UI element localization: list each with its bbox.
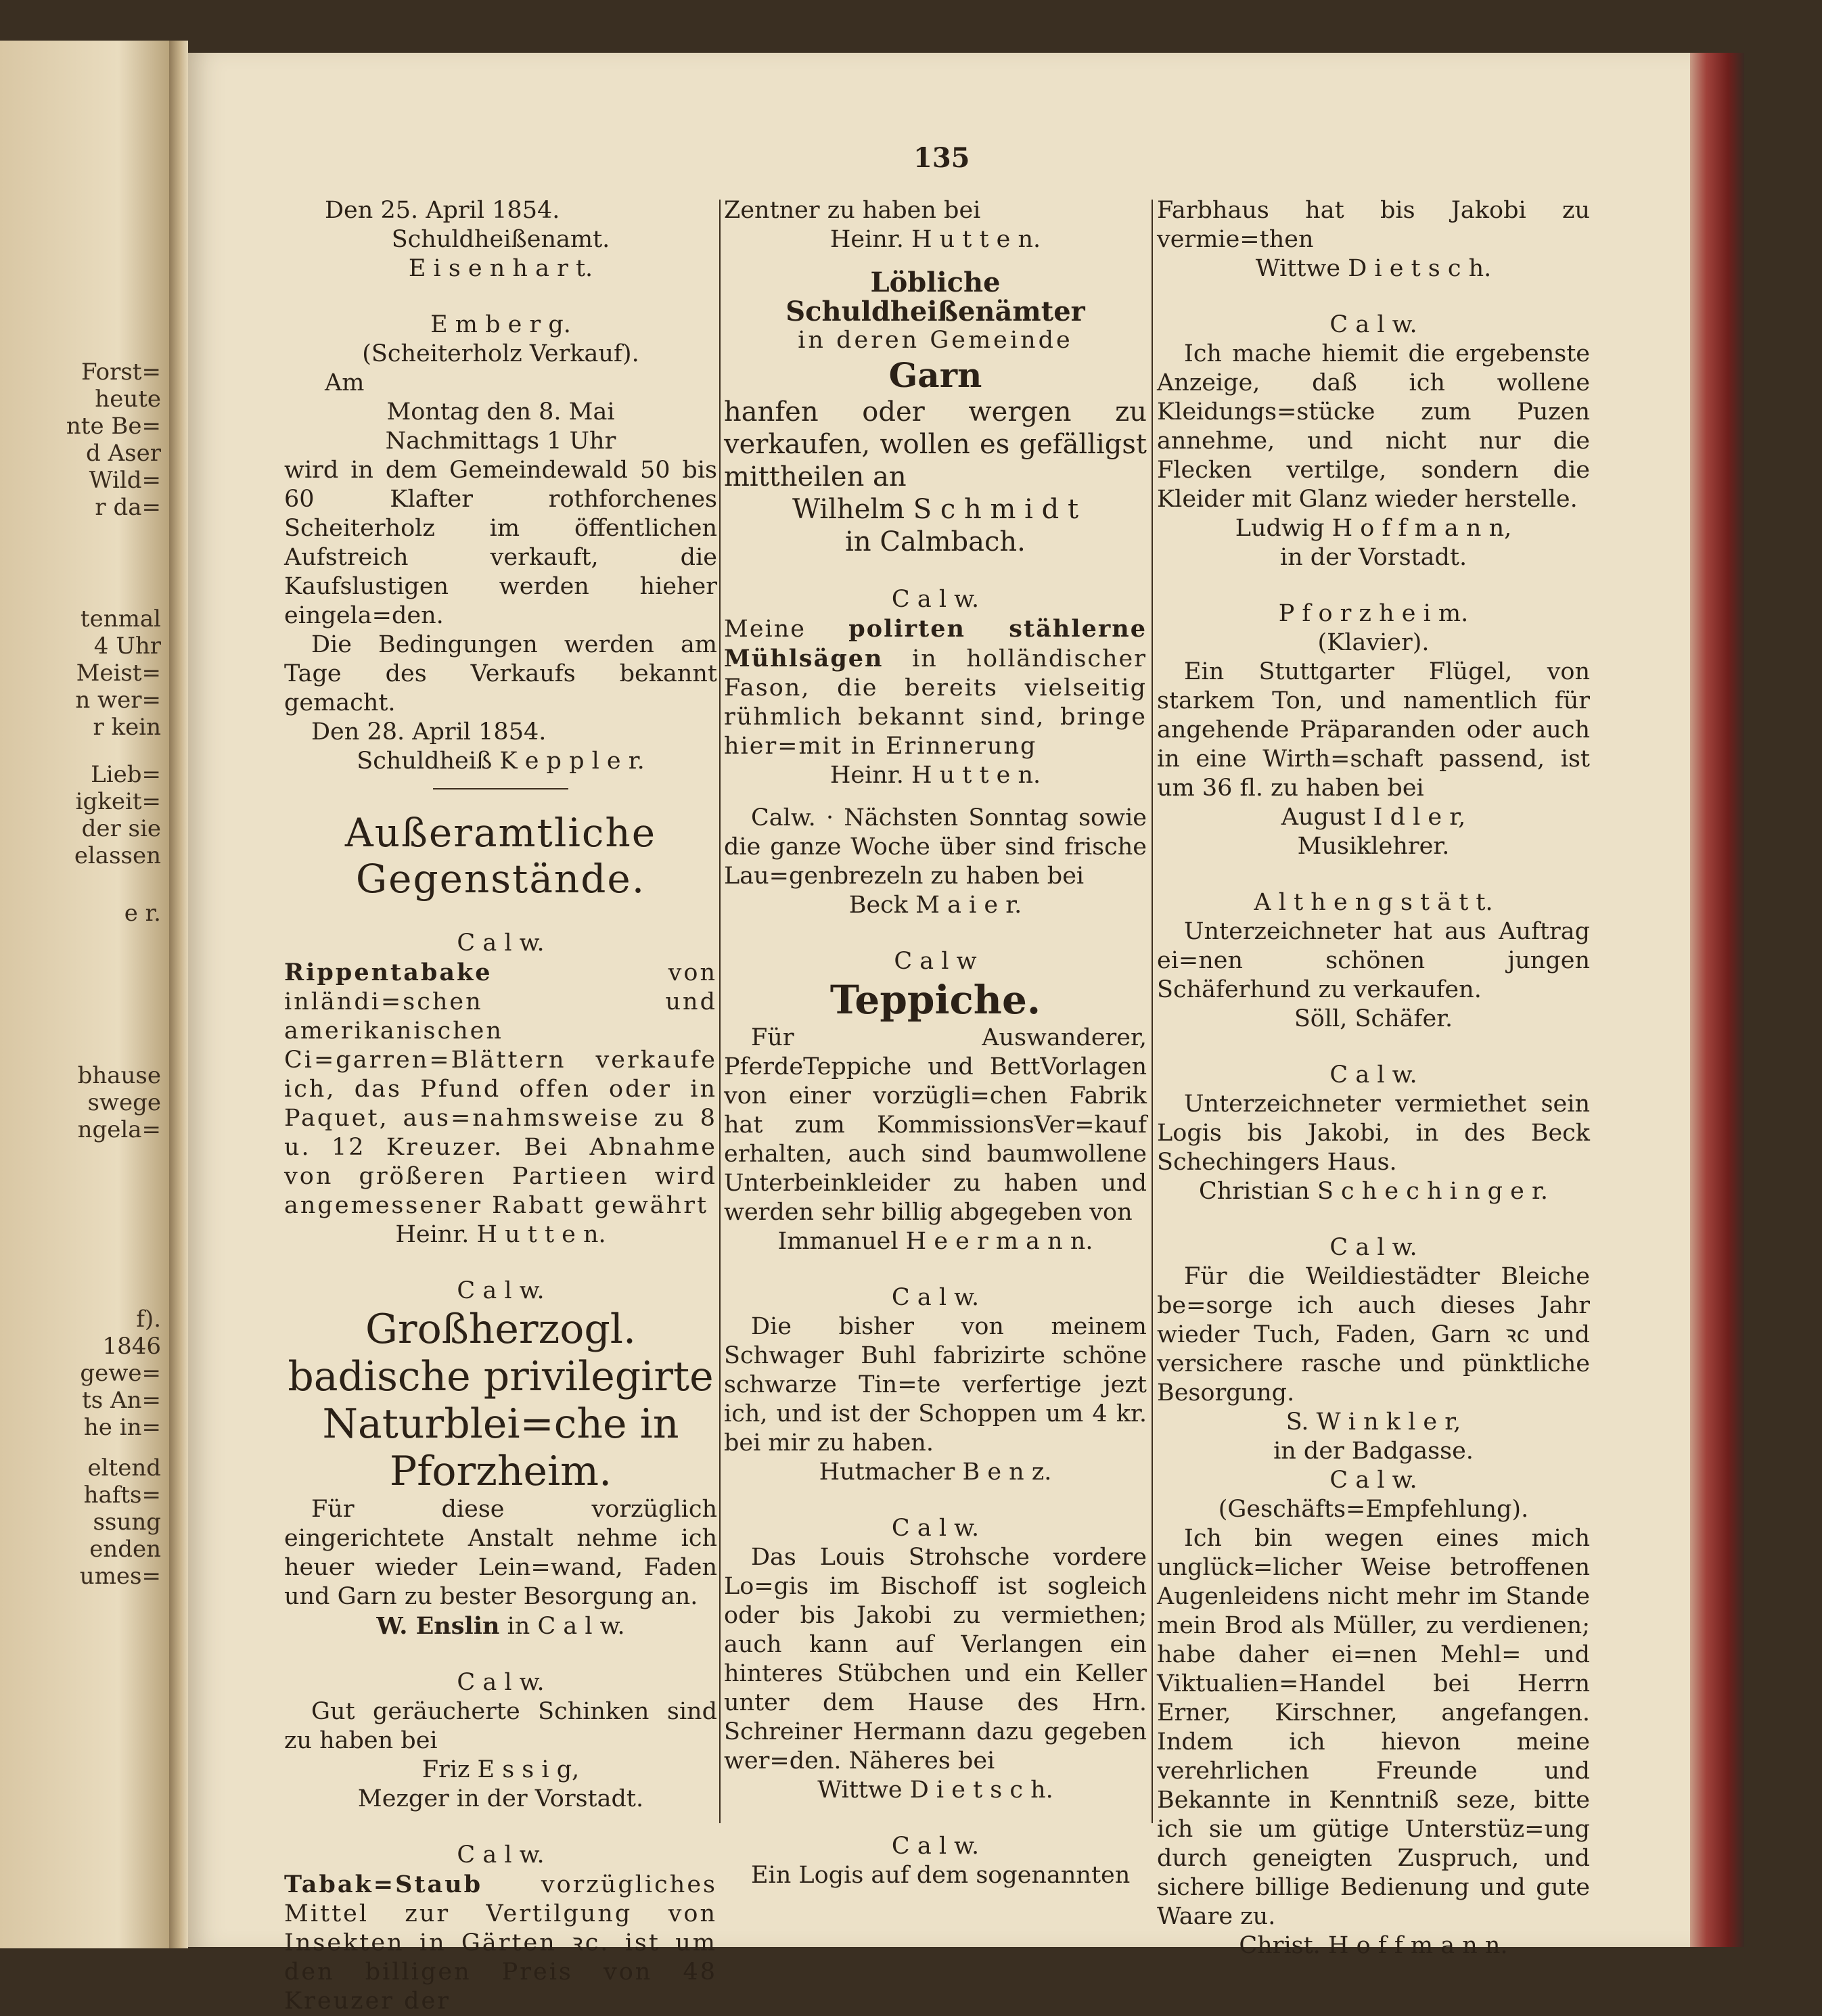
left-page-text-fragment: gewe= [80,1360,161,1387]
signature: in der Vorstadt. [1279,544,1467,571]
signature: in Calmbach. [845,526,1026,557]
notice-body: Die Bedingungen werden am Tage des Verkaufs bekannt gemacht. [284,631,717,716]
page-number: 135 [913,142,970,174]
left-page-text-fragment: r da= [95,494,161,521]
subheading: (Klavier). [1317,629,1430,656]
signature: Wilhelm S c h m i d t [792,494,1079,525]
notice-title: Garn [888,355,982,395]
left-page-text-fragment: elassen [74,842,161,869]
book-spine [169,41,188,1948]
left-page-text-fragment: Wild= [89,467,161,494]
text-line: Nachmittags 1 Uhr [385,428,616,455]
column-rule-2 [1152,200,1153,1823]
signature: E i s e n h a r t. [408,255,593,282]
section-heading: Außeramtliche Gegenstände. [344,810,657,902]
text: Meine [724,616,806,643]
signature: Wittwe D i e t s c h. [817,1777,1053,1804]
place-heading: C a l w. [457,1669,545,1696]
left-page-fragment [0,41,169,1948]
signature: Heinr. H u t t e n. [829,226,1041,253]
notice-body: Ich bin wegen eines mich unglück=licher Weise betroffenen Augenleidens nicht mehr im Stande mein Brod als Müller, zu verdienen; habe daher ei=nen Mehl= und Viktualien=Handel bei Herrn Erner, Kirschner, angefangen. Indem ich hievon meine verehrlichen Freunde und Bekannte in Kenntniß seze, bitte ich sie um gütige Unterstüz=ung durch geneigten Zuspruch, und sichere billige Bedienung und gute Waare zu. [1157,1525,1590,1930]
place-heading: E m b e r g. [430,311,571,338]
signature: Immanuel H e e r m a n n. [777,1228,1093,1255]
place-heading: C a l w. [891,586,980,613]
notice-date: Den 28. April 1854. [311,718,547,746]
notice-body [284,1870,717,2016]
section-rule [433,788,568,789]
left-page-text-fragment: ngela= [77,1116,161,1143]
place-heading: P f o r z h e i m. [1278,600,1469,627]
signature: August I d l e r, [1281,804,1466,831]
place-heading: C a l w. [891,1515,980,1542]
left-page-text-fragment: Lieb= [91,761,161,788]
notice-body [284,958,717,1220]
book-edge [1690,53,1744,1947]
place-heading: C a l w. [457,1277,545,1304]
notice-body: Für diese vorzüglich eingerichtete Anstalt nehme ich heuer wieder Lein=wand, Faden und Garn zu bester Besorgung an. [284,1496,717,1610]
place-heading: C a l w. [891,1833,980,1860]
signature: Heinr. H u t t e n. [395,1221,606,1248]
text-line: Zentner zu haben bei [724,197,981,224]
left-page-text-fragment: heute [95,386,161,413]
notice-body: Gut geräucherte Schinken sind zu haben bei [284,1698,717,1754]
notice-heading: Löbliche Schuldheißenämter [785,267,1085,327]
signature: Beck M a i e r. [848,892,1022,919]
column-rule-1 [719,200,721,1823]
notice-body: Das Louis Strohsche vordere Lo=gis im Bischoff ist sogleich oder bis Jakobi zu vermiethen; auch kann auf Verlangen ein hinteres Stübchen und ein Keller unter dem Hause des Hrn. Schreiner Hermann dazu gegeben wer=den. Näheres bei [724,1544,1147,1774]
left-page-text-fragment: eltend [87,1454,161,1482]
emphasis: Rippentabake [284,959,493,986]
notice-body: Farbhaus hat bis Jakobi zu vermie=then [1157,197,1590,253]
signature: Christ. H o f f m a n n. [1239,1932,1508,1959]
place-heading: C a l w [894,948,977,975]
text-line: Am [325,369,365,396]
emphasis: polirten stählerne Mühlsägen [724,615,1147,672]
notice-body: Ich mache hiemit die ergebenste Anzeige, daß ich wollene Kleidungs=stücke zum Puzen annehme, und nicht nur die Flecken vertilge, sondern die Kleider mit Glanz wieder herstelle. [1157,340,1590,513]
left-page-text-fragment: swege [87,1089,161,1116]
notice-body: hanfen oder wergen zu verkaufen, wollen es gefälligst mittheilen an [724,396,1147,492]
left-page-text-fragment: n wer= [75,687,161,714]
left-page-text-fragment: 1846 [102,1333,161,1360]
signature: Wittwe D i e t s c h. [1255,255,1492,282]
notice-body [724,614,1147,761]
notice-body: Unterzeichneter vermiethet sein Logis bis Jakobi, in des Beck Schechingers Haus. [1157,1091,1590,1176]
signature: Musiklehrer. [1297,833,1450,860]
notice-body: wird in dem Gemeindewald 50 bis 60 Klafter rothforchenes Scheiterholz im öffentlichen Aufstreich verkauft, die Kaufslustigen werden hieher eingela=den. [284,457,717,629]
signature: Friz E s s i g, [422,1756,580,1783]
signature-name: W. Enslin [376,1612,500,1640]
left-page-text-fragment: igkeit= [75,788,161,815]
notice-body: Unterzeichneter hat aus Auftrag ei=nen schönen jungen Schäferhund zu verkaufen. [1157,918,1590,1003]
column-1 [284,196,717,2016]
left-page-text-fragment: ts An= [82,1387,161,1414]
left-page-text-fragment: he in= [83,1414,161,1441]
place-heading: A l t h e n g s t ä t t. [1254,889,1493,916]
left-page-text-fragment: Forst= [81,359,161,386]
text-line: Montag den 8. Mai [386,398,615,426]
left-page-text-fragment: e r. [124,900,161,927]
column-3 [1157,196,1590,1961]
left-page-text-fragment: nte Be= [66,413,161,440]
column-2 [724,196,1147,1890]
signature: Ludwig H o f f m a n n, [1235,515,1512,542]
notice-body: Die bisher von meinem Schwager Buhl fabrizirte schöne schwarze Tin=te verfertige jezt ich, und ist der Schoppen um 4 kr. bei mir zu haben. [724,1313,1147,1457]
left-page-text-fragment: 4 Uhr [93,633,161,660]
left-page-text-fragment: der sie [81,815,161,842]
left-page-text-fragment: d Aser [86,440,161,467]
left-page-text-fragment: Meist= [76,660,161,687]
left-page-text-fragment: r kein [93,714,161,741]
signature: Hutmacher B e n z. [819,1459,1052,1486]
notice-body: Ein Logis auf dem sogenannten [751,1862,1131,1889]
place-heading: C a l w. [457,930,545,957]
signature: Christian S c h e c h i n g e r. [1198,1178,1549,1205]
place-heading: C a l w. [1329,1234,1417,1261]
place-heading: C a l w. [1329,1061,1417,1089]
signature: in der Badgasse. [1273,1438,1474,1465]
notice-date: Den 25. April 1854. [325,197,560,224]
text: von inländi=schen und amerikanischen Ci=garren=Blättern verkaufe ich, das Pfund offen oder in Paquet, aus=nahmsweise zu 8 u. 12 Kreuzer. Bei Abnahme von größeren Partieen wird angemessener Rabatt gewährt [284,959,717,1219]
notice-body: Calw. · Nächsten Sonntag sowie die ganze Woche über sind frische Lau=genbrezeln zu haben bei [724,804,1147,890]
place-heading: C a l w. [1329,311,1417,338]
subheading: in deren Gemeinde [798,327,1073,354]
signature: Söll, Schäfer. [1294,1005,1453,1032]
place-heading: C a l w. [891,1284,980,1311]
notice-title: Teppiche. [829,977,1041,1023]
text: vorzügliches Mittel zur Vertilgung von Insekten in Gärten ꝛc. ist um den billigen Preis von 48 Kreuzer der [284,1871,717,2015]
left-page-text-fragment: enden [89,1536,161,1563]
left-page-text-fragment: ssung [93,1509,161,1536]
left-page-text-fragment: bhause [77,1062,161,1089]
signature-place: in C a l w. [507,1613,625,1640]
signature: Schuldheiß K e p p l e r. [357,748,645,775]
left-page-text-fragment: umes= [79,1563,161,1590]
notice-title: Großherzogl. badische privilegirte Naturblei=che in Pforzheim. [288,1306,714,1495]
text: in holländischer Fason, die bereits vielseitig rühmlich bekannt sind, bringe hier=mit in Erinnerung [724,645,1147,760]
emphasis: Tabak=Staub [284,1871,483,1898]
subheading: (Scheiterholz Verkauf). [362,340,639,367]
signature: Mezger in der Vorstadt. [357,1785,644,1812]
place-heading: C a l w. [457,1841,545,1869]
place-heading: C a l w. [1329,1467,1417,1494]
signature [284,1611,717,1641]
signature: Heinr. H u t t e n. [829,762,1041,789]
office-name: Schuldheißenamt. [391,226,610,253]
left-page-text-fragment: tenmal [80,605,161,633]
left-page-text-fragment: hafts= [83,1482,161,1509]
notice-body: Für die Weildiestädter Bleiche be=sorge ich auch dieses Jahr wieder Tuch, Faden, Garn ꝛc und versichere rasche und pünktliche Besorgung. [1157,1263,1590,1406]
left-page-text-fragment: f). [136,1306,161,1333]
notice-body: Für Auswanderer, PferdeTeppiche und BettVorlagen von einer vorzügli=chen Fabrik hat zum KommissionsVer=kauf erhalten, auch sind baumwollene Unterbeinkleider zu haben und werden sehr billig abgegeben von [724,1024,1147,1226]
subheading: (Geschäfts=Empfehlung). [1218,1496,1529,1523]
notice-body: Ein Stuttgarter Flügel, von starkem Ton, und namentlich für angehende Präparanden oder auch in eine Wirth=schaft passend, ist um 36 fl. zu haben bei [1157,658,1590,802]
signature: S. W i n k l e r, [1285,1408,1461,1436]
